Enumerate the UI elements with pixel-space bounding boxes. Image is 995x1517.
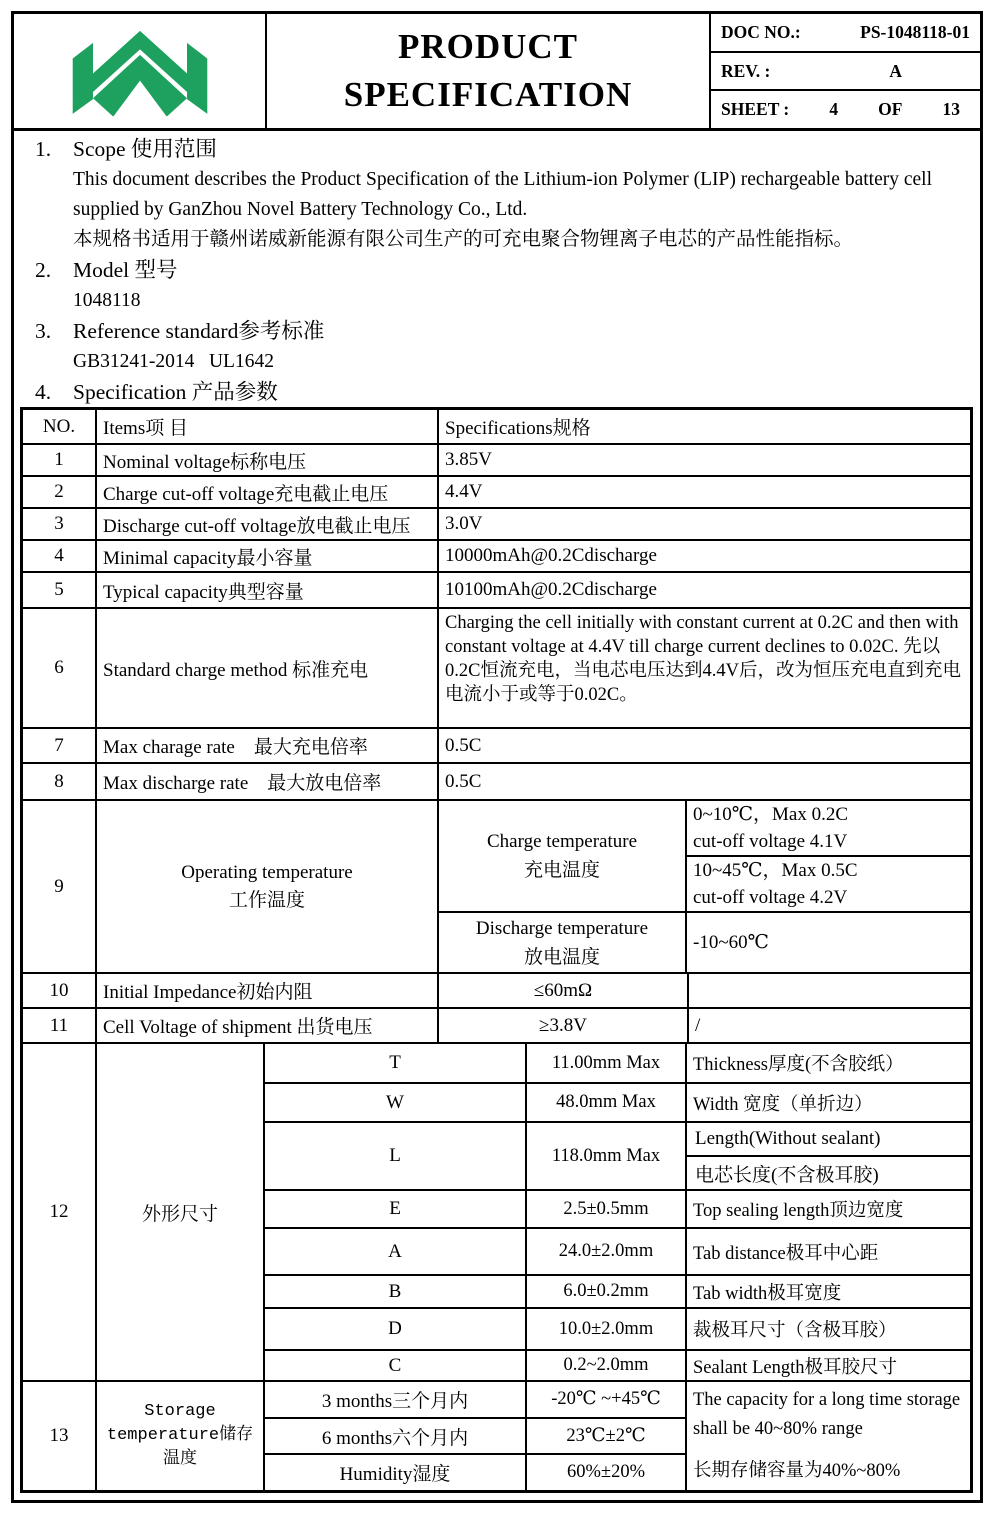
dim-value: 6.0±0.2mm [527, 1276, 687, 1307]
discharge-temperature-block [439, 913, 970, 972]
dimension-row-C [265, 1349, 970, 1380]
storage-value: -20℃ ~+45℃ [551, 1389, 661, 1410]
temperature-detail [439, 801, 970, 972]
title-line-1: PRODUCT [397, 27, 579, 66]
storage-period: 6 months六个月内 [265, 1419, 527, 1454]
row-item: Cell Voltage of shipment 出货电压 [97, 1009, 439, 1042]
row-no: 2 [23, 477, 97, 507]
table-row-storage-temperature [23, 1380, 970, 1490]
charge-range-high-condition: 10~45℃，Max 0.5C [693, 860, 858, 881]
dim-letter: T [265, 1044, 527, 1082]
charge-range-low-cutoff: cut-off voltage 4.1V [693, 831, 848, 852]
section-number: 3. [35, 319, 52, 343]
row-item: Typical capacity典型容量 [97, 573, 439, 607]
company-logo [14, 14, 267, 128]
doc-no-label: DOC NO.: [721, 21, 801, 42]
row-no: 10 [23, 974, 97, 1007]
dim-desc: Tab distance极耳中心距 [693, 1243, 879, 1264]
rev-label: REV. : [721, 60, 771, 81]
dim-value: 2.5±0.5mm [527, 1191, 687, 1227]
table-row [23, 443, 970, 475]
dim-value: 48.0mm Max [527, 1084, 687, 1121]
section-number: 1. [35, 137, 52, 161]
dimension-row-T [265, 1044, 970, 1082]
table-row [23, 727, 970, 762]
storage-note-zh: 长期存储容量为40%~80% [693, 1461, 901, 1481]
charge-range-high [687, 855, 970, 911]
discharge-temperature-value: -10~60℃ [693, 932, 769, 953]
dimension-row-A [265, 1227, 970, 1274]
row-no: 8 [23, 764, 97, 799]
document-title [267, 14, 711, 128]
storage-note-en: The capacity for a long time storage shall be 40~80% range [693, 1390, 961, 1439]
operating-temperature-label [97, 801, 439, 972]
storage-condition-rows [265, 1382, 687, 1490]
dimension-row-B [265, 1274, 970, 1307]
table-row-initial-impedance [23, 972, 970, 1007]
operating-temperature-en: Operating temperature [181, 861, 353, 883]
novel-battery-logo-icon [34, 18, 246, 124]
scope-line-2: supplied by GanZhou Novel Battery Technology Co., Ltd. [73, 199, 528, 220]
scope-line-3: 本规格书适用于赣州诺威新能源有限公司生产的可充电聚合物锂离子电芯的产品性能指标。 [73, 229, 854, 250]
table-row-operating-temperature [23, 799, 970, 972]
storage-value: 60%±20% [567, 1462, 645, 1483]
row-no: 5 [23, 573, 97, 607]
dim-desc-zh: 电芯长度(不含极耳胶) [687, 1155, 970, 1189]
dimension-rows [265, 1044, 970, 1380]
doc-no-row [711, 14, 980, 51]
dimension-row-L [265, 1121, 970, 1189]
charge-method-en: Charging the cell initially with constant current at 0.2C and then with constant voltage at 4.4V till charge current declines to 0.02C. [445, 613, 959, 657]
section-title: Model 型号 [73, 258, 178, 282]
row-item: Max discharge rate 最大放电倍率 [97, 764, 439, 799]
storage-value: 23℃±2℃ [566, 1426, 646, 1446]
dim-desc: 裁极耳尺寸（含极耳胶） [693, 1321, 897, 1341]
section-number: 2. [35, 258, 52, 282]
dim-desc: Sealant Length极耳胶尺寸 [693, 1357, 897, 1378]
charge-temperature-values [687, 801, 970, 911]
row-spec: 4.4V [445, 481, 483, 502]
row-item: Nominal voltage标称电压 [97, 445, 439, 475]
section-specification [33, 380, 963, 405]
sheet-label: SHEET : [721, 99, 790, 120]
dim-value: 118.0mm Max [527, 1123, 687, 1189]
row-item: Max charage rate 最大充电倍率 [97, 729, 439, 762]
section-scope [33, 137, 963, 255]
title-line-2: SPECIFICATION [343, 75, 633, 114]
dim-letter: D [265, 1309, 527, 1349]
charge-range-high-cutoff: cut-off voltage 4.2V [693, 887, 848, 908]
row-item: Minimal capacity最小容量 [97, 541, 439, 571]
row-no: 9 [23, 801, 97, 972]
section-heading [35, 319, 963, 344]
revision-row [711, 51, 980, 90]
impedance-value: ≤60mΩ [439, 974, 689, 1007]
sheet-row [711, 89, 980, 128]
intro-sections [33, 137, 963, 405]
col-header-items: Items项 目 [97, 410, 439, 443]
charge-range-low [687, 801, 970, 855]
table-row-dimensions [23, 1042, 970, 1380]
table-header-row [23, 410, 970, 443]
table-row-standard-charge [23, 607, 970, 727]
section-title: Reference standard参考标准 [73, 319, 325, 343]
scope-body [73, 165, 963, 255]
storage-row-6-months [265, 1417, 685, 1454]
storage-capacity-note [687, 1382, 970, 1490]
col-header-no: NO. [23, 410, 97, 443]
section-heading [35, 258, 963, 283]
dim-letter: B [265, 1276, 527, 1307]
section-number: 4. [35, 380, 52, 404]
shipment-voltage-note: / [695, 1014, 701, 1036]
row-item: Charge cut-off voltage充电截止电压 [97, 477, 439, 507]
model-number: 1048118 [73, 290, 141, 311]
dim-value: 10.0±2.0mm [527, 1309, 687, 1349]
discharge-temperature-zh: 放电温度 [523, 946, 600, 968]
table-row [23, 475, 970, 507]
discharge-temperature-en: Discharge temperature [475, 917, 649, 939]
dim-value: 24.0±2.0mm [527, 1229, 687, 1274]
storage-temperature-label [97, 1382, 265, 1490]
storage-label-line1: Storage [144, 1402, 216, 1421]
row-no: 6 [23, 609, 97, 727]
dim-letter: E [265, 1191, 527, 1227]
doc-no-value: PS-1048118-01 [860, 21, 970, 42]
row-no: 13 [23, 1382, 97, 1490]
dimension-row-E [265, 1189, 970, 1227]
dimension-row-W [265, 1082, 970, 1121]
dimension-row-D [265, 1307, 970, 1349]
charge-temperature-block [439, 801, 970, 913]
row-item: Initial Impedance初始内阻 [97, 974, 439, 1007]
section-heading [35, 380, 963, 405]
dim-letter: W [265, 1084, 527, 1121]
dim-letter: L [265, 1123, 527, 1189]
charge-temperature-label [439, 801, 687, 911]
sheet-of-label: OF [878, 99, 903, 120]
storage-period: Humidity湿度 [265, 1455, 527, 1490]
table-row [23, 571, 970, 607]
sheet-number: 4 [829, 99, 839, 120]
dim-value: 11.00mm Max [527, 1044, 687, 1082]
row-no: 11 [23, 1009, 97, 1042]
row-spec: 0.5C [445, 770, 482, 792]
section-reference-standard [33, 319, 963, 377]
charge-method-spec [439, 609, 970, 727]
dim-letter: C [265, 1351, 527, 1380]
storage-detail [265, 1382, 970, 1490]
charge-method-zh: 先以0.2C恒流充电，当电芯电压达到4.4V后，改为恒压充电直到充电电流小于或等于0.02C。 [445, 637, 961, 705]
dim-desc-en: Length(Without sealant) [695, 1128, 881, 1149]
storage-label-line2: temperature储存 [106, 1426, 254, 1445]
row-no: 12 [23, 1044, 97, 1380]
charge-temperature-zh: 充电温度 [523, 860, 600, 881]
section-model [33, 258, 963, 316]
storage-label-line3: 温度 [163, 1450, 197, 1469]
col-header-specifications: Specifications规格 [445, 418, 591, 439]
dim-letter: A [265, 1229, 527, 1274]
row-spec: 10000mAh@0.2Cdischarge [445, 545, 657, 566]
dim-value: 0.2~2.0mm [527, 1351, 687, 1380]
scope-line-1: This document describes the Product Specification of the Lithium-ion Polymer (LIP) rechargeable battery cell [73, 169, 932, 190]
table-row [23, 507, 970, 539]
row-no: 1 [23, 445, 97, 475]
row-spec: 10100mAh@0.2Cdischarge [445, 579, 657, 600]
table-row-shipment-voltage [23, 1007, 970, 1042]
charge-range-low-condition: 0~10℃，Max 0.2C [693, 804, 849, 825]
row-no: 3 [23, 509, 97, 539]
row-spec: 0.5C [445, 734, 482, 756]
rev-value: A [889, 60, 902, 81]
section-heading [35, 137, 963, 162]
dim-desc: Top sealing length顶边宽度 [693, 1201, 904, 1221]
row-item: Standard charge method 标准充电 [97, 609, 439, 727]
row-spec: 3.85V [445, 449, 492, 470]
table-row [23, 762, 970, 799]
operating-temperature-zh: 工作温度 [228, 889, 305, 911]
impedance-note [689, 974, 970, 1007]
storage-row-3-months [265, 1382, 685, 1417]
dimensions-label: 外形尺寸 [97, 1044, 265, 1380]
model-body [73, 286, 963, 316]
specification-table [20, 407, 973, 1493]
storage-row-humidity [265, 1453, 685, 1490]
reference-standards: GB31241-2014 UL1642 [73, 351, 274, 372]
row-no: 4 [23, 541, 97, 571]
dim-desc-split [687, 1123, 970, 1189]
table-row [23, 539, 970, 571]
discharge-temperature-label [439, 913, 687, 972]
sheet-total: 13 [942, 99, 960, 120]
charge-temperature-en: Charge temperature [487, 831, 637, 852]
document-info-panel [711, 14, 980, 128]
dim-desc: Tab width极耳宽度 [693, 1283, 842, 1304]
dim-desc: Thickness厚度(不含胶纸） [693, 1055, 904, 1075]
dim-desc: Width 宽度（单折边） [693, 1094, 873, 1115]
reference-standard-body [73, 347, 963, 377]
row-item: Discharge cut-off voltage放电截止电压 [97, 509, 439, 539]
section-title: Specification 产品参数 [73, 380, 278, 404]
section-title: Scope 使用范围 [73, 137, 217, 161]
storage-period: 3 months三个月内 [265, 1382, 527, 1417]
row-spec: 3.0V [445, 513, 483, 534]
row-no: 7 [23, 729, 97, 762]
document-header [11, 11, 983, 131]
shipment-voltage-value: ≥3.8V [439, 1009, 689, 1042]
